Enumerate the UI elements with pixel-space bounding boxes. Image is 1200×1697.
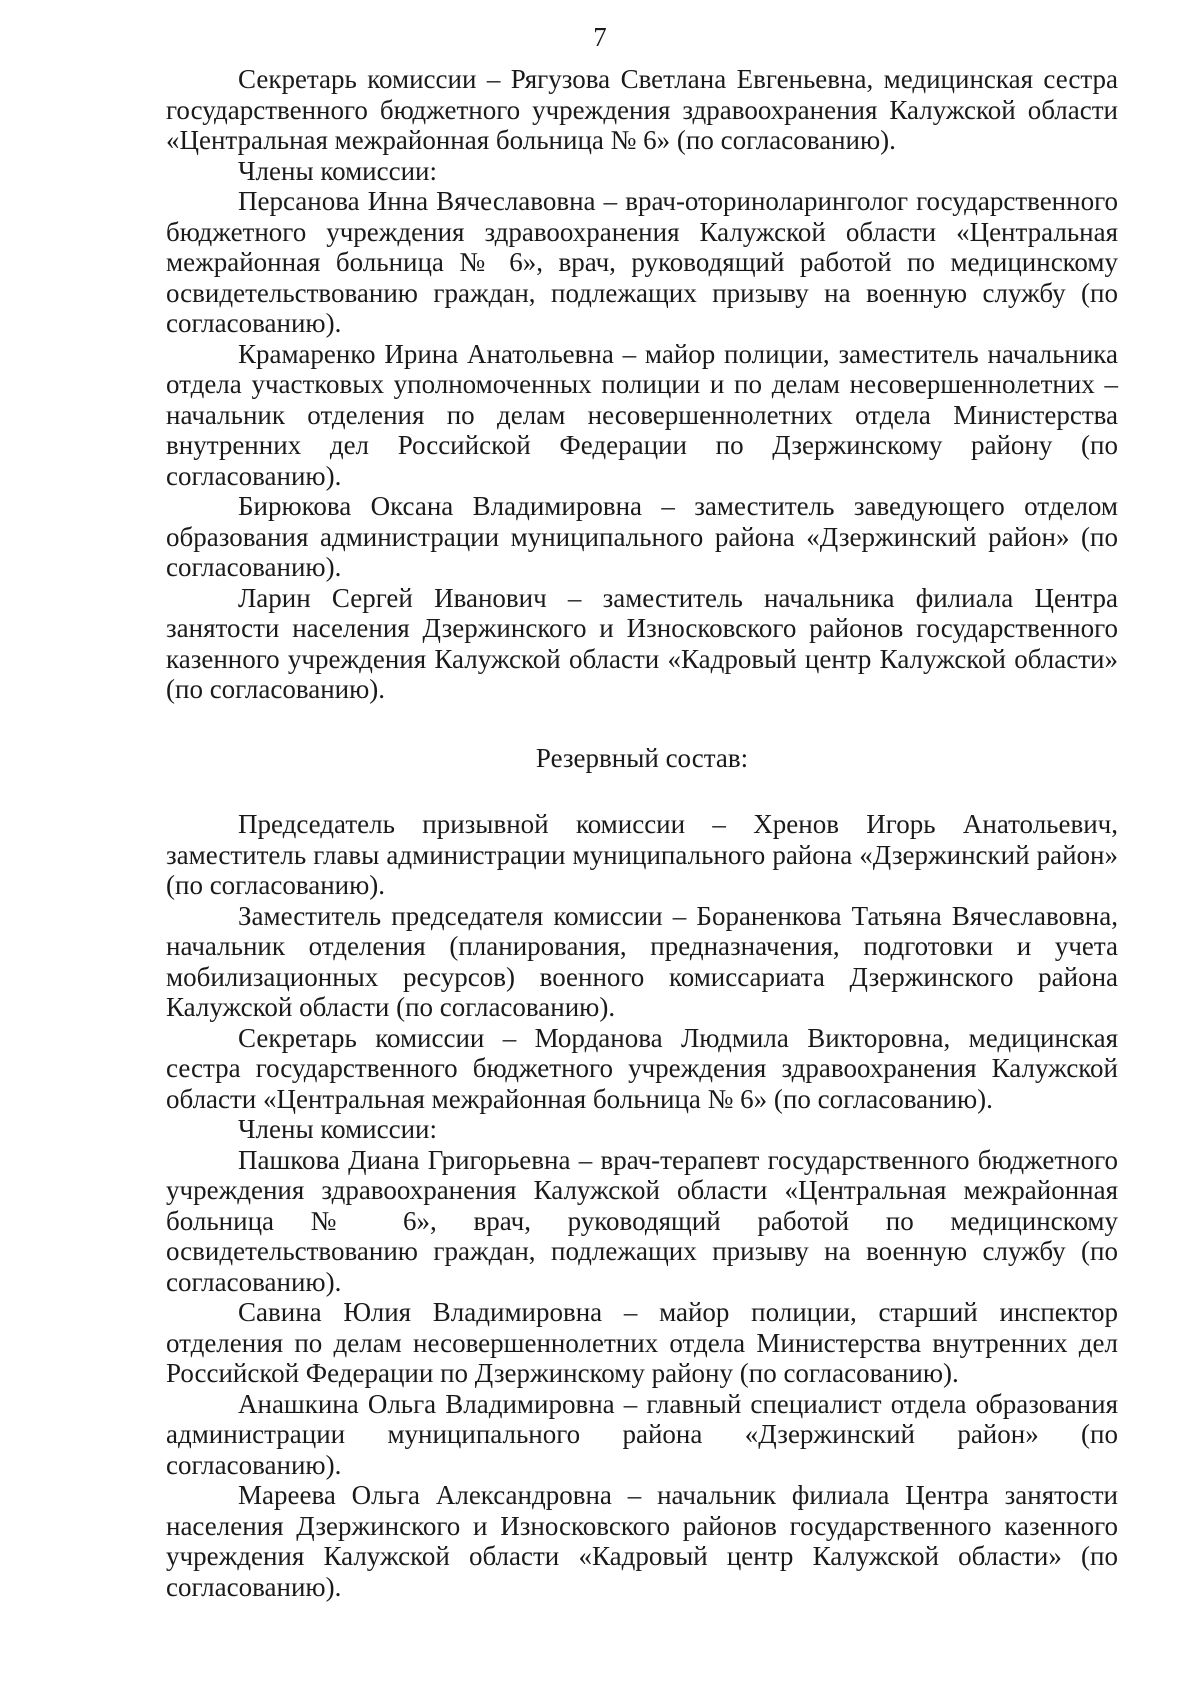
- paragraph-member-biryukova: Бирюкова Оксана Владимировна – заместитель заведующего отделом образования администрации муниципального района «Дзержинский район» (по согласованию).: [166, 491, 1118, 582]
- paragraph-member-kramarenko: Крамаренко Ирина Анатольевна – майор полиции, заместитель начальника отдела участковых уполномоченных полиции и по делам несовершеннолетних – начальник отделения по делам несовершеннолетних отдела Министерства внутренних дел Российской Федерации по Дзержинскому району (по согласованию).: [166, 338, 1118, 491]
- spacer: [166, 773, 1118, 809]
- paragraph-secretary: Секретарь комиссии – Рягузова Светлана Евгеньевна, медицинская сестра государственного бюджетного учреждения здравоохранения Калужской области «Центральная межрайонная больница № 6» (по согласованию).: [166, 64, 1118, 155]
- paragraph-reserve-members-label: Члены комиссии:: [238, 1114, 437, 1144]
- paragraph-reserve-member-pashkova: Пашкова Диана Григорьевна – врач-терапевт государственного бюджетного учреждения здравоохранения Калужской области «Центральная межрайонная больница № 6», врач, руководящий работой по медицинскому освидетельствованию граждан, подлежащих призыву на военную службу (по согласованию).: [166, 1144, 1118, 1297]
- paragraph-reserve-secretary: Секретарь комиссии – Морданова Людмила Викторовна, медицинская сестра государственного бюджетного учреждения здравоохранения Калужской области «Центральная межрайонная больница № 6» (по согласованию).: [166, 1022, 1118, 1114]
- paragraph-reserve-member-mareeva: Мареева Ольга Александровна – начальник филиала Центра занятости населения Дзержинского и Износковского районов государственного казенного учреждения Калужской области «Кадровый центр Калужской области» (по согласованию).: [166, 1480, 1118, 1602]
- reserve-heading: Резервный состав:: [535, 742, 749, 773]
- paragraph-reserve-chairman: Председатель призывной комиссии – Хренов Игорь Анатольевич, заместитель главы администрации муниципального района «Дзержинский район» (по согласованию).: [166, 809, 1118, 900]
- paragraph-reserve-member-anashkina: Анашкина Ольга Владимировна – главный специалист отдела образования администрации муниципального района «Дзержинский район» (по согласованию).: [166, 1388, 1118, 1480]
- paragraph-reserve-deputy: Заместитель председателя комиссии – Бораненкова Татьяна Вячеславовна, начальник отделения (планирования, предназначения, подготовки и учета мобилизационных ресурсов) военного комиссариата Дзержинского района Калужской области (по согласованию).: [166, 900, 1118, 1022]
- spacer: [166, 705, 1118, 743]
- page-number: 7: [593, 22, 607, 52]
- paragraph-members-label: Члены комиссии:: [238, 155, 437, 186]
- paragraph-member-larin: Ларин Сергей Иванович – заместитель начальника филиала Центра занятости населения Дзержинского и Износковского районов государственного казенного учреждения Калужской области «Кадровый центр Калужской области» (по согласованию).: [166, 582, 1118, 704]
- paragraph-member-persanova: Персанова Инна Вячеславовна – врач-оториноларинголог государственного бюджетного учреждения здравоохранения Калужской области «Центральная межрайонная больница № 6», врач, руководящий работой по медицинскому освидетельствованию граждан, подлежащих призыву на военную службу (по согласованию).: [166, 186, 1118, 338]
- document-body: [166, 64, 1118, 1602]
- paragraph-reserve-member-savina: Савина Юлия Владимировна – майор полиции, старший инспектор отделения по делам несовершеннолетних отдела Министерства внутренних дел Российской Федерации по Дзержинскому району (по согласованию).: [166, 1297, 1118, 1388]
